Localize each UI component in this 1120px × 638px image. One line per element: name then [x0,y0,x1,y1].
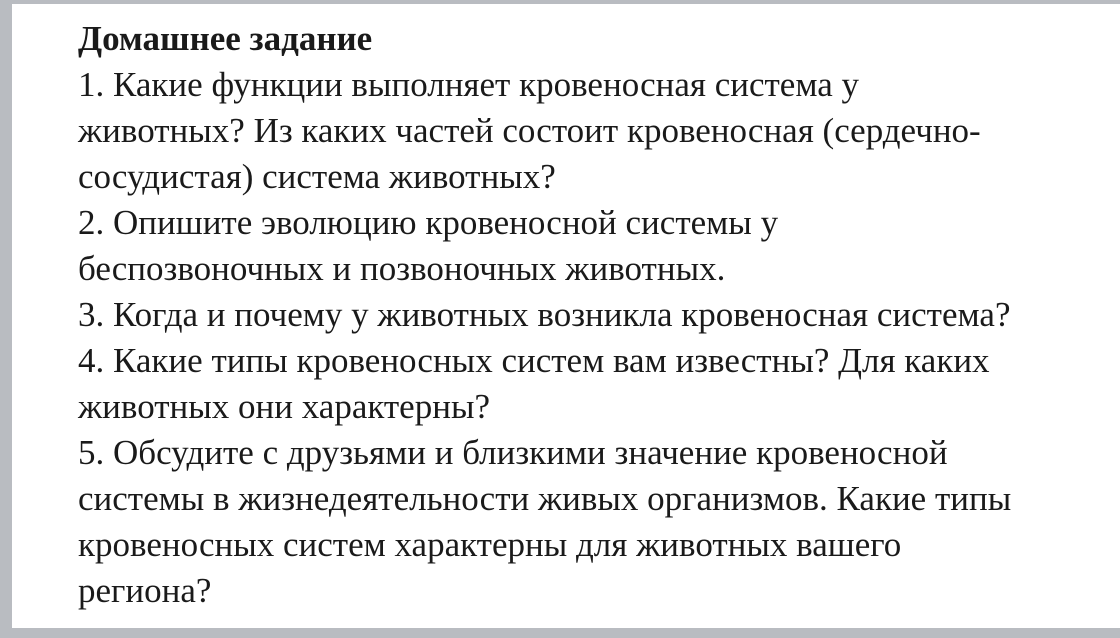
text-line: 3. Когда и почему у животных возникла кровеносная система? [78,295,1011,334]
text-line: 2. Опишите эволюцию кровеносной системы у [78,203,779,242]
text-line: животных они характерны? [78,387,491,426]
text-line: региона? [78,571,212,610]
document-page [12,4,1120,628]
text-line: беспозвоночных и позвоночных животных. [78,249,726,288]
homework-title: Домашнее задание [78,19,373,58]
text-line: животных? Из каких частей состоит кровеносная (сердечно- [78,111,981,150]
text-line: сосудистая) система животных? [78,157,556,196]
text-line: кровеносных систем характерны для животных вашего [78,525,902,564]
homework-text [78,16,1108,614]
text-line: системы в жизнедеятельности живых организмов. Какие типы [78,479,1012,518]
text-line: 4. Какие типы кровеносных систем вам известны? Для каких [78,341,990,380]
text-line: 1. Какие функции выполняет кровеносная система у [78,65,860,104]
text-line: 5. Обсудите с друзьями и близкими значение кровеносной [78,433,948,472]
